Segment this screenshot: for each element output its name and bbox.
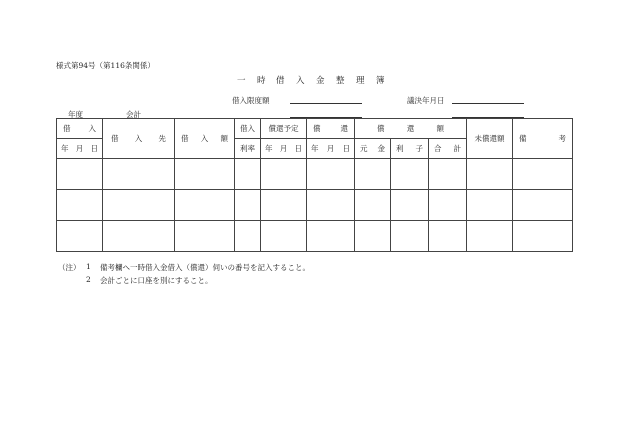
header-amount: 借 入 額 <box>175 119 235 159</box>
cell-lender[interactable] <box>103 190 175 221</box>
table-row <box>57 159 573 190</box>
cell-total[interactable] <box>429 159 467 190</box>
table-row <box>57 190 573 221</box>
note-number: 2 <box>86 275 91 284</box>
cell-lender[interactable] <box>103 159 175 190</box>
resolution-underline <box>452 103 524 104</box>
notes-label: （注） <box>58 263 81 272</box>
title-char: 入 <box>296 76 305 86</box>
title-char: 簿 <box>376 76 385 86</box>
cell-remarks[interactable] <box>513 221 573 252</box>
cell-interest[interactable] <box>391 221 429 252</box>
cell-remarks[interactable] <box>513 159 573 190</box>
title-char: 借 <box>276 76 285 86</box>
cell-repay-date[interactable] <box>307 221 355 252</box>
ledger-table <box>56 118 573 252</box>
cell-repay-date[interactable] <box>307 159 355 190</box>
cell-unrepaid[interactable] <box>467 159 513 190</box>
header-remarks: 備 考 <box>513 119 573 159</box>
table-row <box>57 221 573 252</box>
header-repay-amount: 償 還 額 <box>355 119 467 139</box>
header-row-top <box>57 119 573 139</box>
header-rate-bottom: 利率 <box>235 139 261 159</box>
fiscal-year-label: 年度 <box>68 110 83 119</box>
note-text: 備考欄へ一時借入金借入（償還）伺いの番号を記入すること。 <box>100 263 310 272</box>
cell-lender[interactable] <box>103 221 175 252</box>
cell-scheduled-date[interactable] <box>261 221 307 252</box>
cell-repay-date[interactable] <box>307 190 355 221</box>
title-char: 金 <box>316 76 325 86</box>
cell-unrepaid[interactable] <box>467 190 513 221</box>
title-char: 一 <box>237 76 246 86</box>
limit-underline <box>290 103 362 104</box>
header-lender: 借 入 先 <box>103 119 175 159</box>
cell-unrepaid[interactable] <box>467 221 513 252</box>
cell-remarks[interactable] <box>513 190 573 221</box>
cell-borrow-date[interactable] <box>57 221 103 252</box>
title-char: 時 <box>257 76 266 86</box>
cell-principal[interactable] <box>355 221 391 252</box>
header-repay-top: 償 還 <box>307 119 355 139</box>
cell-borrow-date[interactable] <box>57 159 103 190</box>
header-repay-bottom: 年 月 日 <box>307 139 355 159</box>
title-char: 理 <box>356 76 365 86</box>
header-unrepaid: 未償還額 <box>467 119 513 159</box>
header-borrow-date-bottom: 年 月 日 <box>57 139 103 159</box>
cell-interest[interactable] <box>391 190 429 221</box>
cell-interest[interactable] <box>391 159 429 190</box>
cell-total[interactable] <box>429 221 467 252</box>
cell-scheduled-date[interactable] <box>261 190 307 221</box>
cell-borrow-date[interactable] <box>57 190 103 221</box>
cell-amount[interactable] <box>175 221 235 252</box>
cell-amount[interactable] <box>175 159 235 190</box>
header-rate-top: 借入 <box>235 119 261 139</box>
cell-amount[interactable] <box>175 190 235 221</box>
note-text: 会計ごとに口座を別にすること。 <box>100 276 213 285</box>
header-scheduled-bottom: 年 月 日 <box>261 139 307 159</box>
form-number: 様式第94号（第116条関係） <box>56 61 155 70</box>
header-total: 合 計 <box>429 139 467 159</box>
resolution-label: 議決年月日 <box>407 96 445 105</box>
cell-principal[interactable] <box>355 159 391 190</box>
cell-principal[interactable] <box>355 190 391 221</box>
header-scheduled-top: 償還予定 <box>261 119 307 139</box>
header-principal: 元 金 <box>355 139 391 159</box>
cell-total[interactable] <box>429 190 467 221</box>
cell-rate[interactable] <box>235 190 261 221</box>
limit-label: 借入限度額 <box>232 96 270 105</box>
header-interest: 利 子 <box>391 139 429 159</box>
cell-scheduled-date[interactable] <box>261 159 307 190</box>
account-label: 会計 <box>126 110 141 119</box>
title-char: 整 <box>336 76 345 86</box>
cell-rate[interactable] <box>235 221 261 252</box>
note-number: 1 <box>86 262 91 271</box>
cell-rate[interactable] <box>235 159 261 190</box>
header-borrow-date-top: 借 入 <box>57 119 103 139</box>
